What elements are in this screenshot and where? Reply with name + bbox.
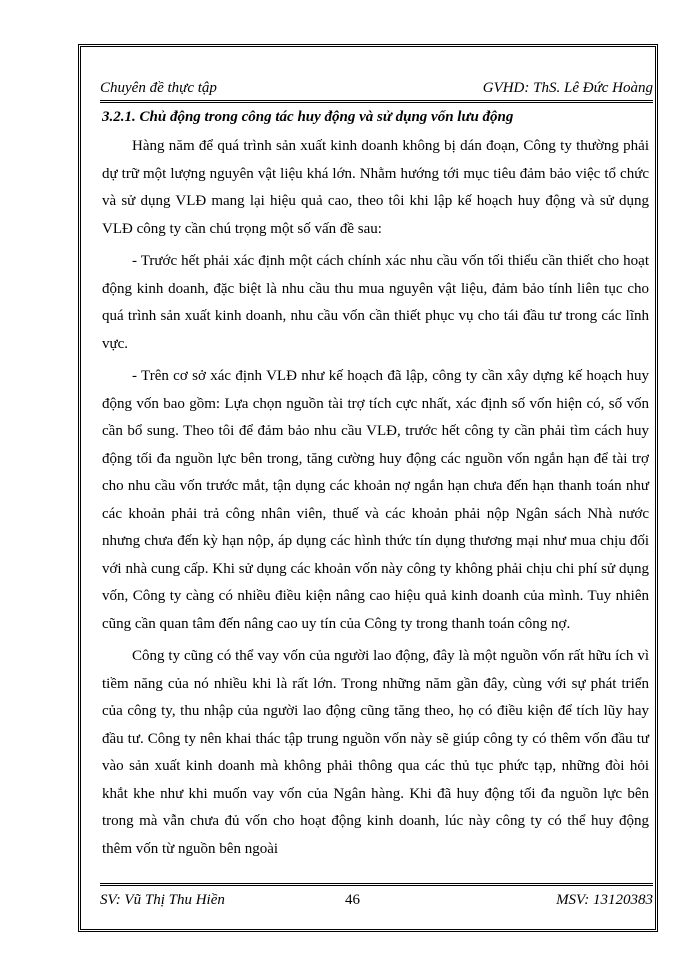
footer-page-number: 46	[345, 892, 360, 908]
page-header	[100, 78, 653, 103]
paragraph-intro: Hàng năm để quá trình sản xuất kinh doanh không bị dán đoạn, Công ty thường phải dự trữ một lượng nguyên vật liệu khá lớn. Nhằm hướng tới mục tiêu đảm bảo việc tổ chức và sử dụng VLĐ mang lại hiệu quả cao, theo tôi khi lập kế hoạch huy động và sử dụng VLĐ công ty cần chú trọng một số vấn đề sau:	[102, 138, 649, 237]
section-title: 3.2.1. Chủ động trong công tác huy động và sử dụng vốn lưu động	[102, 109, 514, 125]
footer-student-name: SV: Vũ Thị Thu Hiền	[100, 892, 225, 908]
header-document-type: Chuyên đề thực tập	[100, 80, 217, 96]
footer-student-id: MSV: 13120383	[556, 892, 653, 908]
page-footer	[100, 883, 653, 914]
bullet-item-capital-mobilization: - Trên cơ sở xác định VLĐ như kế hoạch đã lập, công ty cần xây dựng kế hoạch huy động vốn bao gồm: Lựa chọn nguồn tài trợ tích cực nhất, xác định số vốn hiện có, số vốn cần bổ sung. Theo tôi để đảm bảo nhu cầu VLĐ, trước hết công ty cần phải tìm cách huy động tối đa nguồn lực bên trong, tăng cường huy động các nguồn vốn ngắn hạn để tài trợ cho nhu cầu vốn trước mắt, tận dụng các khoản nợ ngắn hạn chưa đến hạn thanh toán như các khoản phải trả công nhân viên, thuế và các khoản phải nộp Ngân sách Nhà nước nhưng chưa đến kỳ hạn nộp, áp dụng các hình thức tín dụng thương mại như mua chịu đối với nhà cung cấp. Khi sử dụng các khoản vốn này công ty không phải chịu chi phí sử dụng vốn, Công ty càng có nhiều điều kiện nâng cao hiệu quả kinh doanh của mình. Tuy nhiên cũng cần quan tâm đến nâng cao uy tín của Công ty trong thanh toán công nợ.	[102, 368, 649, 632]
header-supervisor: GVHD: ThS. Lê Đức Hoàng	[482, 80, 653, 96]
bullet-item-capital-needs: - Trước hết phải xác định một cách chính xác nhu cầu vốn tối thiểu cần thiết cho hoạt động kinh doanh, đặc biệt là nhu cầu thu mua nguyên vật liệu, đảm bảo tính liên tục cho quá trình sản xuất kinh doanh, nhu cầu vốn cần thiết phục vụ cho tái đầu tư trong các lĩnh vực.	[102, 253, 649, 352]
body-text	[102, 133, 649, 868]
paragraph-employee-loans: Công ty cũng có thể vay vốn của người lao động, đây là một nguồn vốn rất hữu ích vì tiềm năng của nó nhiều khi là rất lớn. Trong những năm gần đây, cùng với sự phát triển của công ty, thu nhập của người lao động cũng tăng theo, họ có điều kiện để tích lũy hay đầu tư. Công ty nên khai thác tập trung nguồn vốn này sẽ giúp công ty có thêm vốn đầu tư vào sản xuất kinh doanh mà không phải thông qua các thủ tục phức tạp, những đòi hỏi khắt khe như khi muốn vay vốn của Ngân hàng. Khi đã huy động tối đa nguồn lực bên trong mà vẫn chưa đủ vốn cho hoạt động kinh doanh, lúc này công ty có thể huy động thêm vốn từ nguồn bên ngoài	[102, 648, 649, 857]
